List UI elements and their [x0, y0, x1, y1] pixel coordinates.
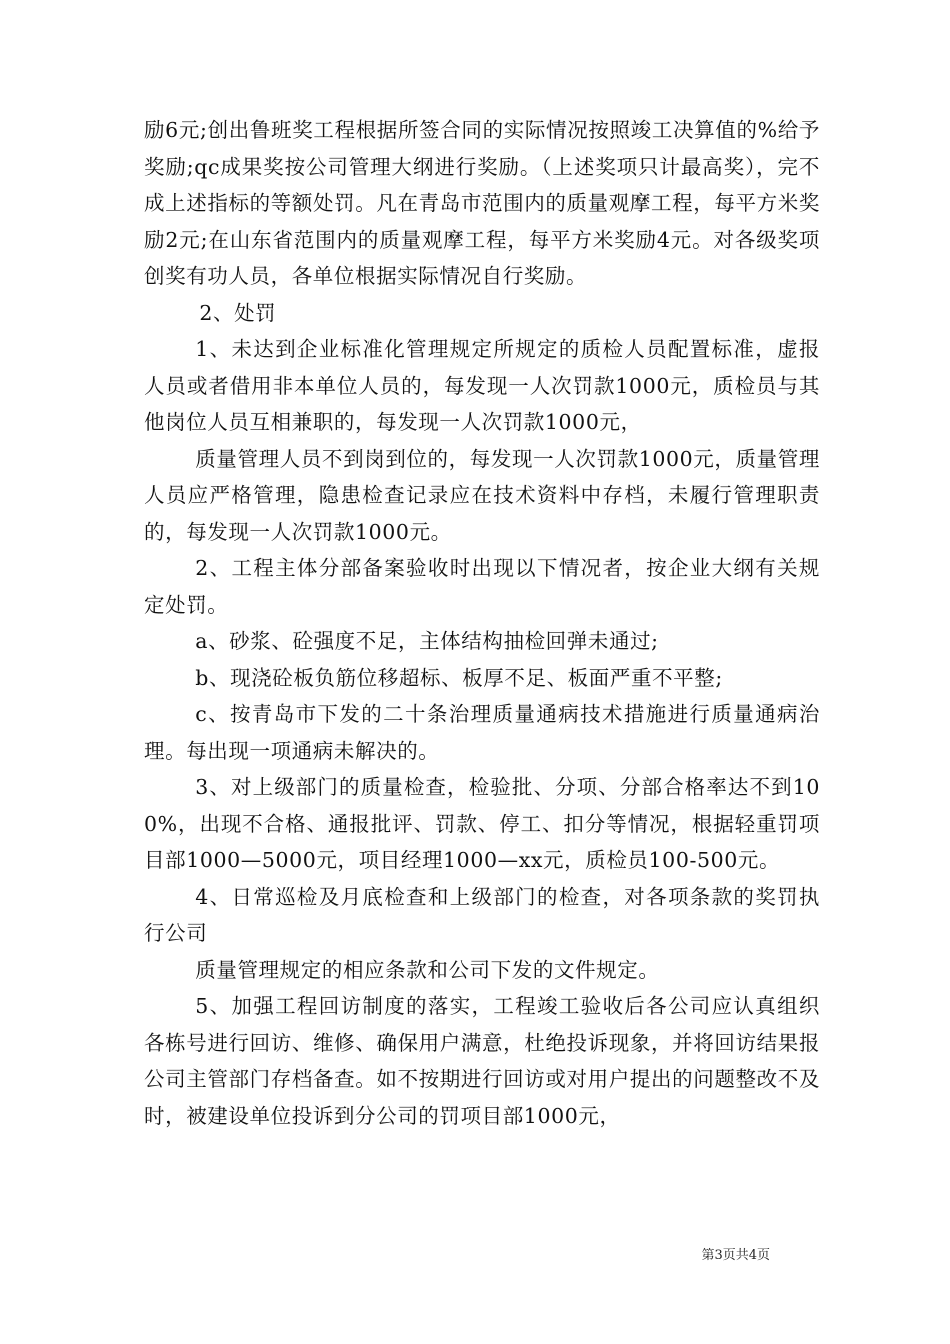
paragraph-acceptance: 2、工程主体分部备案验收时出现以下情况者，按企业大纲有关规定处罚。	[144, 556, 820, 617]
paragraph-patrol: 4、日常巡检及月底检查和上级部门的检查，对各项条款的奖罚执行公司	[144, 884, 820, 945]
page-number: 第3页共4页	[701, 1248, 770, 1263]
paragraph-managers: 质量管理人员不到岗到位的，每发现一人次罚款1000元，质量管理人员应严格管理，隐患检查记录应在技术资料中存档，未履行管理职责的，每发现一人次罚款1000元。	[144, 446, 820, 544]
document-body	[144, 112, 820, 1134]
list-item-a: a、砂浆、砼强度不足，主体结构抽检回弹未通过;	[195, 629, 659, 653]
paragraph-staffing: 1、未达到企业标准化管理规定所规定的质检人员配置标准，虚报人员或者借用非本单位人员的，每发现一人次罚款1000元，质检员与其他岗位人员互相兼职的，每发现一人次罚款1000元，	[144, 337, 820, 434]
list-item-b: b、现浇砼板负筋位移超标、板厚不足、板面严重不平整;	[195, 665, 723, 690]
paragraph-return-visit: 5、加强工程回访制度的落实，工程竣工验收后各公司应认真组织各栋号进行回访、维修、确保用户满意，杜绝投诉现象，并将回访结果报公司主管部门存档备查。如不按期进行回访或对用户提出的问题整改不及时，被建设单位投诉到分公司的罚项目部1000元，	[144, 994, 820, 1128]
paragraph-inspection: 3、对上级部门的质量检查，检验批、分项、分部合格率达不到100%，出现不合格、通报批评、罚款、停工、扣分等情况，根据轻重罚项目部1000—5000元，项目经理1000—xx元，质检员100-500元。	[144, 775, 820, 872]
section-heading-penalty: 2、处罚	[199, 300, 277, 325]
list-item-c: c、按青岛市下发的二十条治理质量通病技术措施进行质量通病治理。每出现一项通病未解决的。	[144, 702, 820, 763]
paragraph-regulations: 质量管理规定的相应条款和公司下发的文件规定。	[195, 957, 660, 982]
paragraph-continuation: 励6元;创出鲁班奖工程根据所签合同的实际情况按照竣工决算值的%给予奖励;qc成果奖按公司管理大纲进行奖励。（上述奖项只计最高奖），完不成上述指标的等额处罚。凡在青岛市范围内的质量观摩工程，每平方米奖励2元;在山东省范围内的质量观摩工程，每平方米奖励4元。对各级奖项创奖有功人员，各单位根据实际情况自行奖励。	[144, 118, 820, 288]
